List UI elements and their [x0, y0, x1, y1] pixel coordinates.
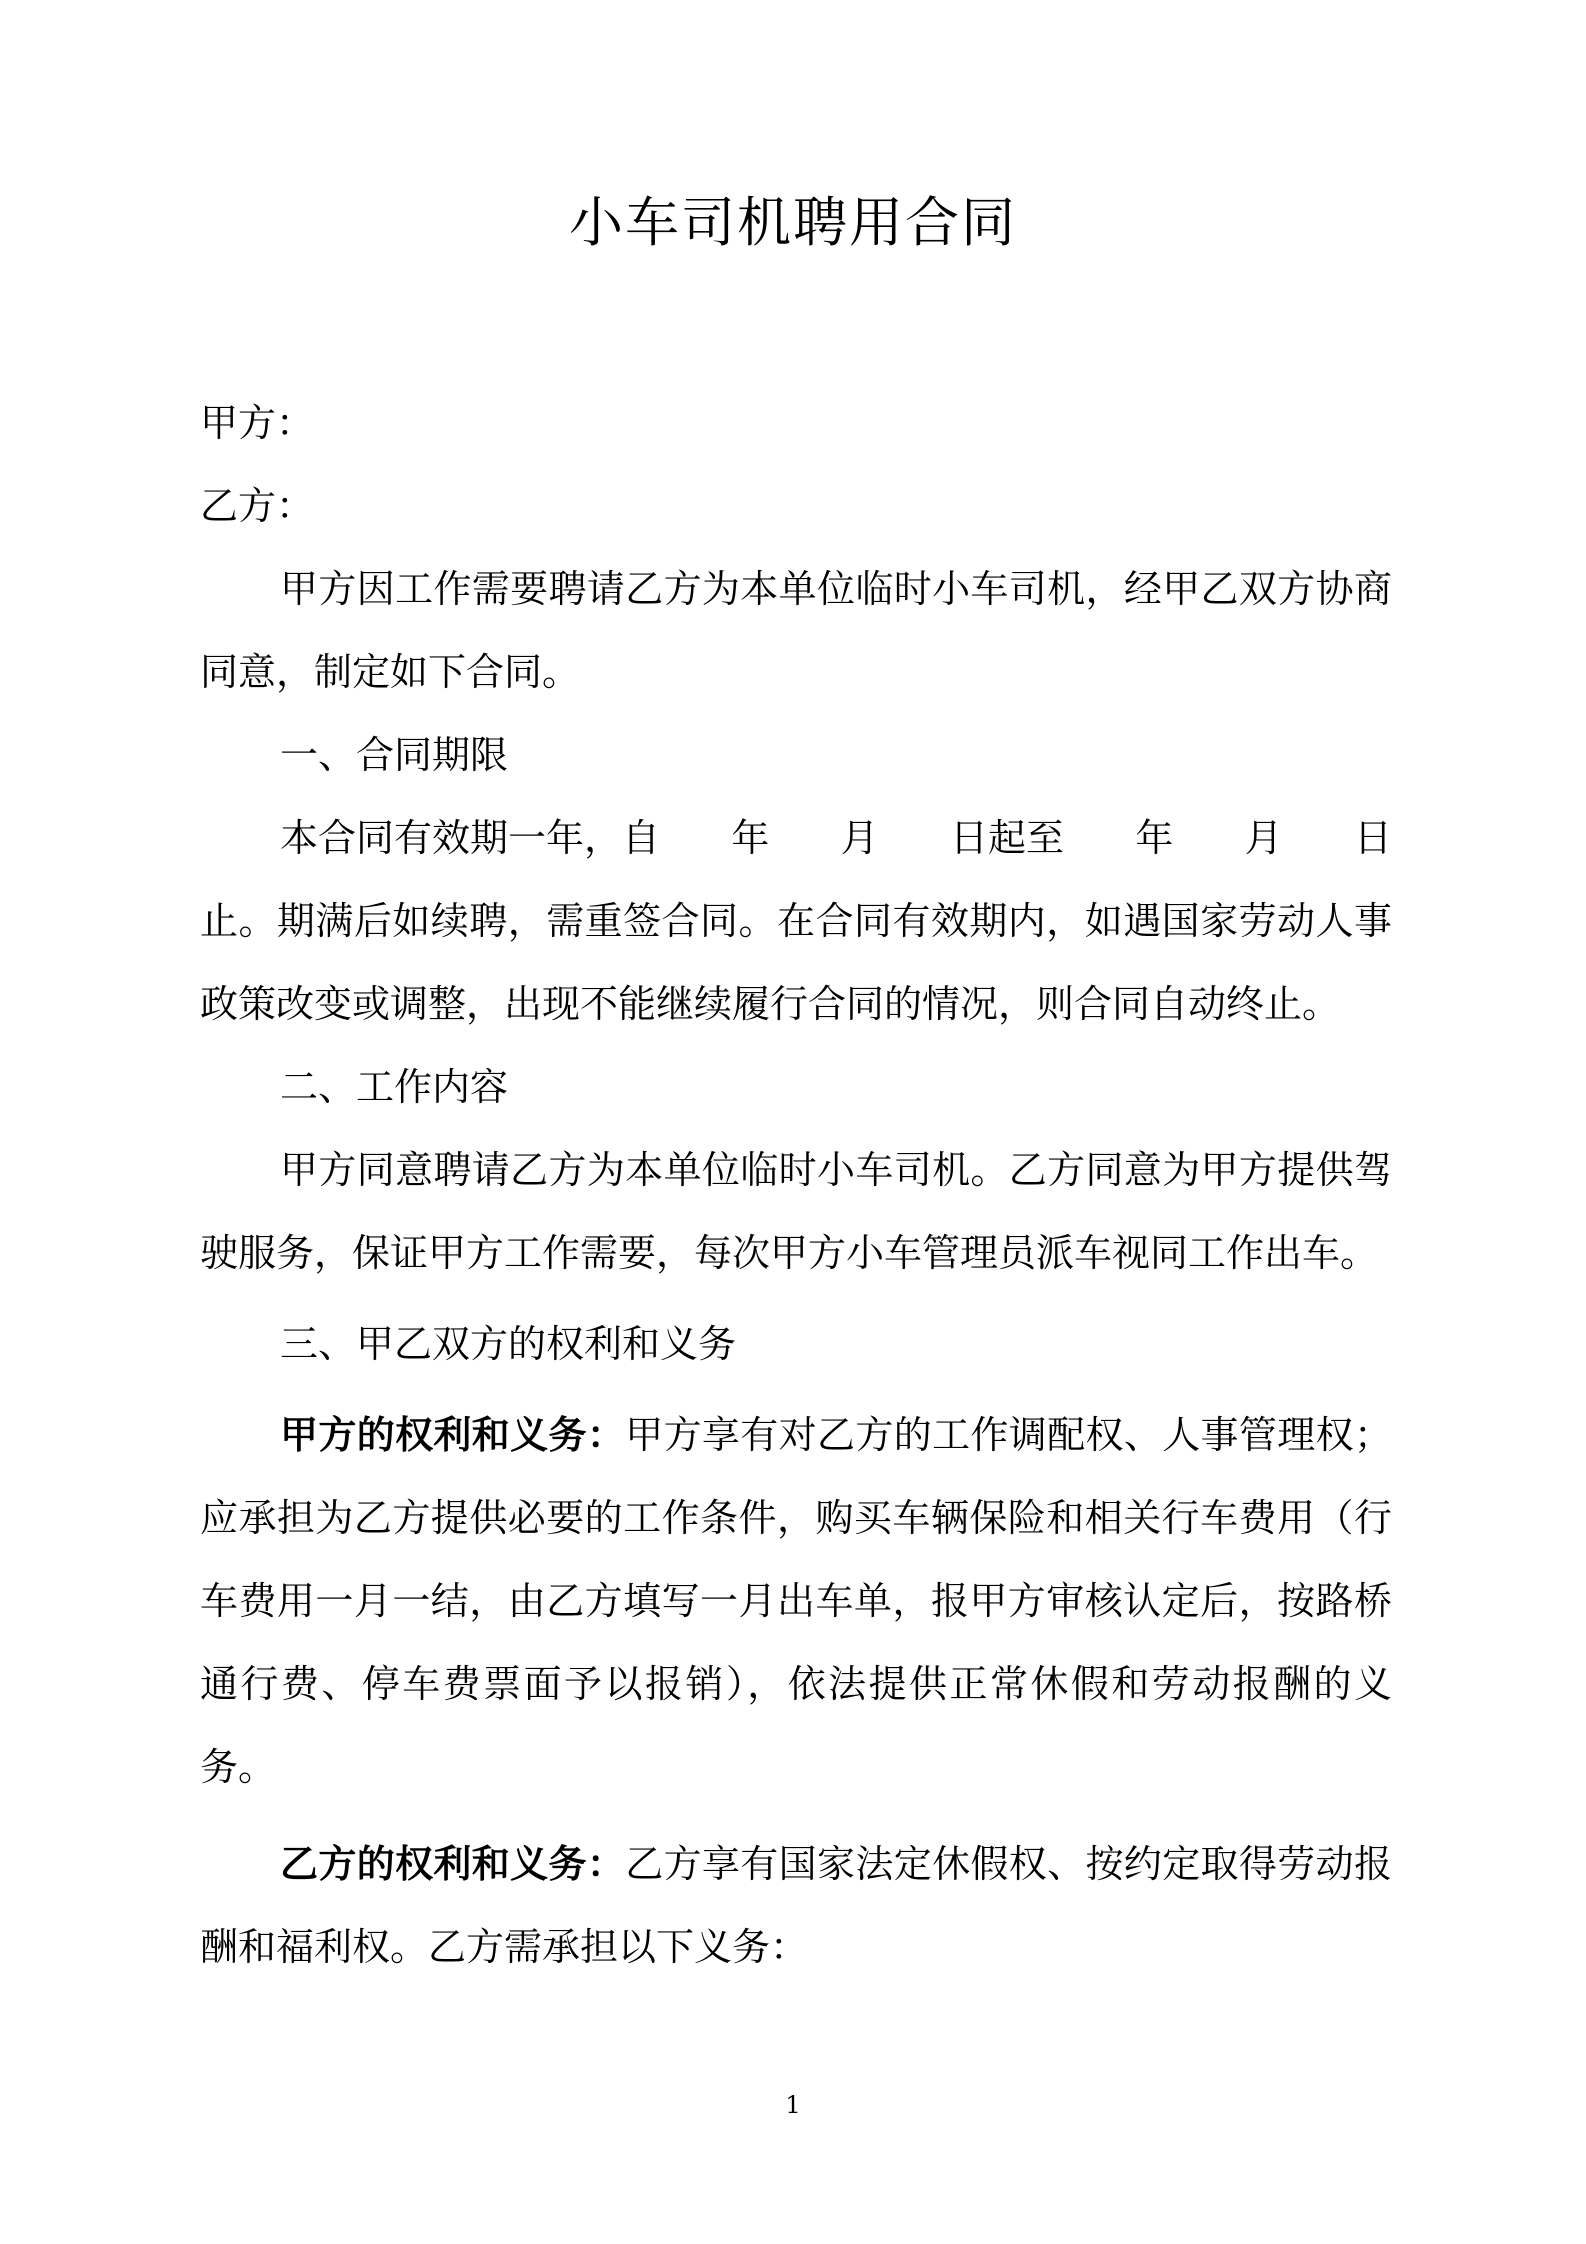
document-body — [200, 382, 1392, 1989]
party-b-rights-paragraph — [200, 1823, 1392, 1989]
start-month-label: 月 — [840, 816, 879, 860]
section2-text: 甲方同意聘请乙方为本单位临时小车司机。乙方同意为甲方提供驾驶服务，保证甲方工作需要，每次甲方小车管理员派车视同工作出车。 — [200, 1148, 1392, 1275]
party-a-rights-label: 甲方的权利和义务： — [280, 1413, 626, 1457]
party-b-label: 乙方： — [200, 484, 315, 528]
party-a-label: 甲方： — [200, 401, 315, 445]
party-a-rights-text: 甲方享有对乙方的工作调配权、人事管理权；应承担为乙方提供必要的工作条件，购买车辆保险和相关行车费用（行车费用一月一结，由乙方填写一月出车单，报甲方审核认定后，按路桥通行费、停车费票面予以报销），依法提供正常休假和劳动报酬的义务。 — [200, 1413, 1392, 1789]
end-month-label: 月 — [1244, 816, 1283, 860]
party-a-rights-paragraph — [200, 1394, 1392, 1809]
page-number: 1 — [785, 2091, 801, 2119]
party-b-rights-text: 乙方享有国家法定休假权、按约定取得劳动报酬和福利权。乙方需承担以下义务： — [200, 1842, 1392, 1969]
party-b-rights-label: 乙方的权利和义务： — [280, 1842, 626, 1886]
section1-heading: 一、合同期限 — [280, 733, 509, 777]
section2-heading: 二、工作内容 — [280, 1065, 509, 1109]
start-day-label: 日起至 — [949, 816, 1064, 860]
section3-heading: 三、甲乙双方的权利和义务 — [280, 1322, 737, 1366]
end-year-label: 年 — [1135, 816, 1174, 860]
section1-text: 止。期满后如续聘，需重签合同。在合同有效期内，如遇国家劳动人事政策改变或调整，出现不能继续履行合同的情况，则合同自动终止。 — [200, 899, 1392, 1026]
date-line-intro: 本合同有效期一年，自 — [280, 816, 661, 860]
intro-paragraph: 甲方因工作需要聘请乙方为本单位临时小车司机，经甲乙双方协商同意，制定如下合同。 — [200, 567, 1392, 694]
end-day-label: 日 — [1353, 816, 1392, 860]
document-title: 小车司机聘用合同 — [569, 191, 1017, 254]
contract-date-line — [200, 797, 1392, 880]
start-year-label: 年 — [731, 816, 770, 860]
